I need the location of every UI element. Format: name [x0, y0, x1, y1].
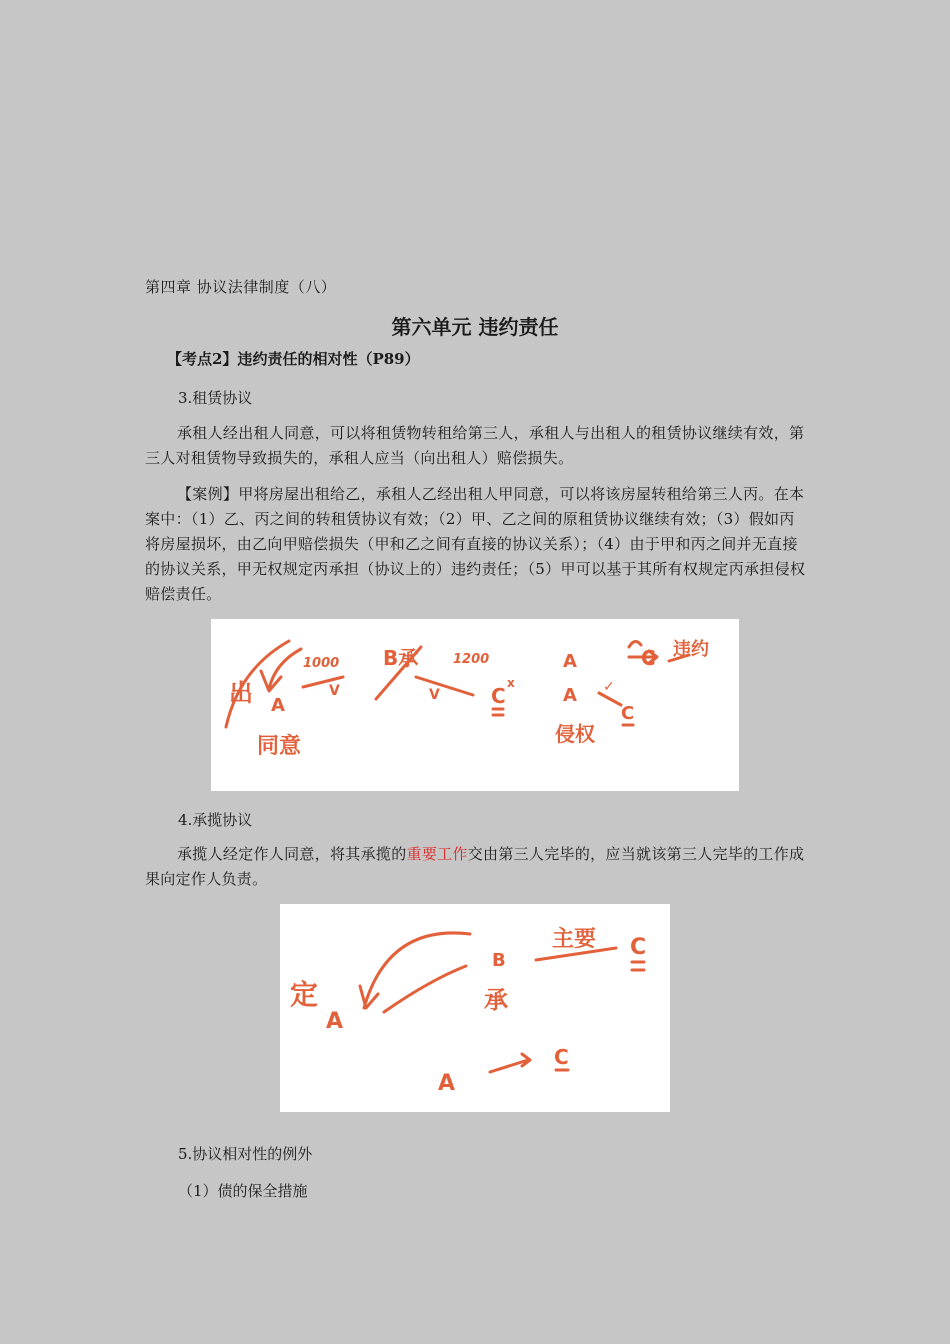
label-chu: 出 [229, 679, 253, 707]
lease-diagram-figure [211, 619, 739, 791]
section-4-paragraph [145, 842, 809, 892]
label-x: x [507, 676, 515, 690]
label-1200: 1200 [453, 652, 490, 667]
label-a3: A [563, 685, 577, 706]
case-body: 甲将房屋出租给乙，承租人乙经出租人甲同意，可以将该房屋转租给第三人丙。在本案中：（1）乙、丙之间的转租赁协议有效；（2）甲、乙之间的原租赁协议继续有效；（3）假如丙将房屋损坏，由乙向甲赔偿损失（甲和乙之间有直接的协议关系）；（4）由于甲和丙之间并无直接的协议关系，甲无权规定丙承担（协议上的）违约责任；（5）甲可以基于其所有权规定丙承担侵权赔偿责任。 [145, 485, 806, 603]
label-a2: A [563, 651, 577, 672]
section-4-text-post: 交由第三人完毕的，应当就该第三人完毕的工作成果向定作人负责。 [145, 845, 805, 888]
kaodian-heading: 【考点2】违约责任的相对性（P89） [167, 350, 420, 368]
label-c1: C [630, 935, 647, 960]
ink-arc-short [269, 649, 301, 689]
label-zhuyao: 主要 [552, 927, 597, 952]
contracting-diagram-sketch [280, 904, 670, 1112]
label-v2: V [429, 687, 440, 703]
section-5-subitem-1: （1）债的保全措施 [178, 1182, 308, 1200]
section-4-title: 4.承揽协议 [178, 811, 253, 829]
ink-line-b-c [416, 677, 473, 695]
label-b-cheng: B承 [383, 646, 419, 670]
label-ding: 定 [290, 978, 319, 1011]
label-v1: V [329, 683, 340, 699]
label-qinquan: 侵权 [555, 722, 595, 746]
label-a1: A [326, 1009, 344, 1034]
label-a2: A [438, 1071, 456, 1096]
label-c2: C [641, 646, 656, 670]
case-paragraph [145, 482, 809, 607]
label-a1: A [271, 695, 285, 716]
section-4-text-highlight: 重要工作 [406, 845, 468, 863]
label-c2: C [554, 1045, 569, 1069]
label-c1: C [491, 684, 506, 708]
label-tongyi: 同意 [257, 734, 302, 759]
section-3-paragraph: 承租人经出租人同意，可以将租赁物转租给第三人，承租人与出租人的租赁协议继续有效，第三人对租赁物导致损失的，承租人应当（向出租人）赔偿损失。 [145, 424, 805, 467]
label-b: B [492, 950, 506, 971]
label-1000: 1000 [303, 656, 340, 671]
lease-diagram-sketch [211, 619, 739, 791]
ink-arrow-a-c-hook [629, 641, 641, 647]
ink-line-a-b [384, 966, 466, 1012]
unit-title: 第六单元 违约责任 [391, 315, 559, 339]
label-c3: C [621, 703, 635, 724]
contracting-diagram-figure [280, 904, 670, 1112]
section-4-text-pre: 承揽人经定作人同意，将其承揽的 [177, 845, 407, 863]
label-weiyue: 违约 [673, 639, 709, 660]
section-3-title: 3.租赁协议 [178, 389, 253, 407]
case-label: 【案例】 [177, 485, 239, 503]
label-cheng: 承 [484, 986, 508, 1014]
chapter-heading: 第四章 协议法律制度（八） [145, 278, 337, 296]
section-5-title: 5.协议相对性的例外 [178, 1145, 313, 1163]
label-v3: ✓ [603, 679, 615, 695]
